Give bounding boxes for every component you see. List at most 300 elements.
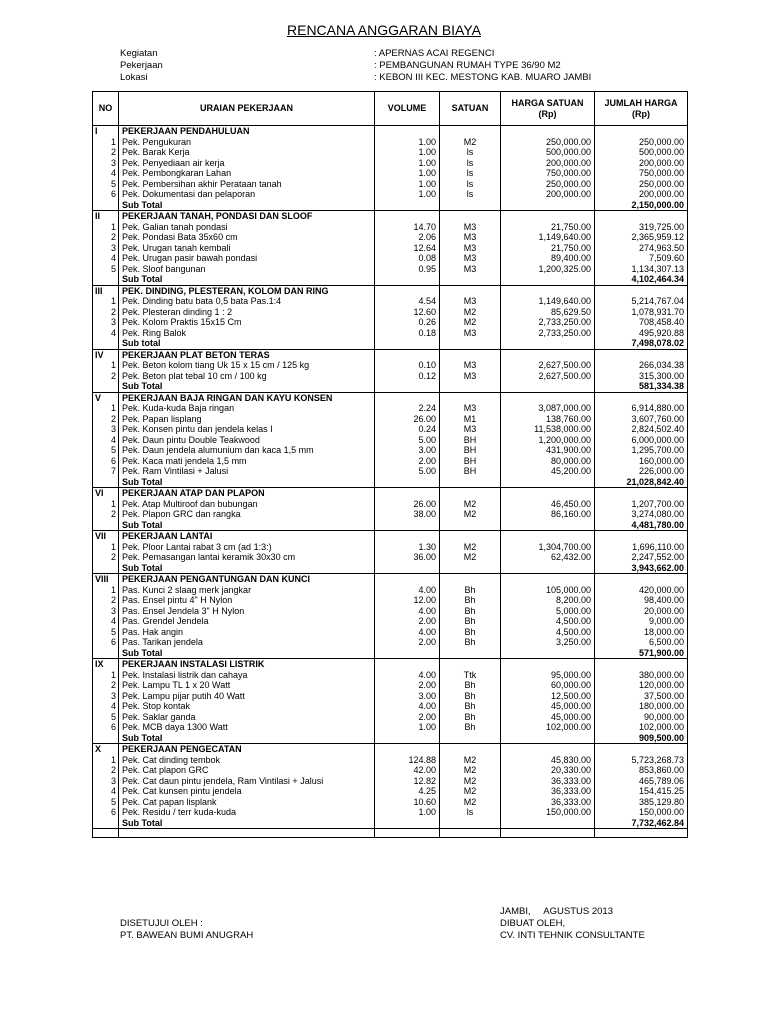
item-description: Pek. Cat papan lisplank xyxy=(119,797,375,808)
section-header-row xyxy=(93,285,688,296)
item-volume: 0.24 xyxy=(375,424,440,435)
item-unit: M2 xyxy=(440,797,501,808)
item-number: 2 xyxy=(93,147,119,158)
item-number: 5 xyxy=(93,264,119,275)
item-number: 7 xyxy=(93,466,119,477)
item-unit-price: 105,000.00 xyxy=(501,585,595,596)
item-description: Pek. Plapon GRC dan rangka xyxy=(119,509,375,520)
table-row xyxy=(93,776,688,787)
table-row xyxy=(93,456,688,467)
subtotal-value: 4,481,780.00 xyxy=(595,520,688,531)
item-number: 6 xyxy=(93,456,119,467)
item-description: Pek. Penyediaan air kerja xyxy=(119,158,375,169)
signature-made-by: DIBUAT OLEH, xyxy=(500,918,566,929)
item-total-price: 250,000.00 xyxy=(595,137,688,148)
empty-cell xyxy=(595,211,688,222)
empty-cell xyxy=(501,574,595,585)
empty-cell xyxy=(501,200,595,211)
subtotal-value: 3,943,662.00 xyxy=(595,563,688,574)
item-unit: BH xyxy=(440,456,501,467)
section-title: PEKERJAAN LANTAI xyxy=(119,531,375,542)
item-unit-price: 2,733,250.00 xyxy=(501,317,595,328)
item-description: Pas. Kunci 2 slaag merk jangkar xyxy=(119,585,375,596)
empty-cell xyxy=(440,477,501,488)
info-value: : PEMBANGUNAN RUMAH TYPE 36/90 M2 xyxy=(374,60,561,71)
section-title: PEKERJAAN PENGANTUNGAN DAN KUNCI xyxy=(119,574,375,585)
empty-cell xyxy=(595,285,688,296)
empty-cell xyxy=(375,563,440,574)
item-number: 5 xyxy=(93,627,119,638)
item-number: 3 xyxy=(93,691,119,702)
info-row-lokasi xyxy=(120,72,591,84)
item-volume: 0.10 xyxy=(375,360,440,371)
item-volume: 2.06 xyxy=(375,232,440,243)
section-title: PEKERJAAN PENDAHULUAN xyxy=(119,126,375,137)
item-description: Pek. Cat plapon GRC xyxy=(119,765,375,776)
item-total-price: 180,000.00 xyxy=(595,701,688,712)
empty-cell xyxy=(501,392,595,403)
item-description: Pek. Kolom Praktis 15x15 Cm xyxy=(119,317,375,328)
item-unit: ls xyxy=(440,158,501,169)
table-row xyxy=(93,222,688,233)
subtotal-label: Sub Total xyxy=(119,381,375,392)
section-number: X xyxy=(93,744,119,755)
item-unit: M3 xyxy=(440,253,501,264)
table-row xyxy=(93,807,688,818)
item-unit-price: 20,330.00 xyxy=(501,765,595,776)
section-number: VII xyxy=(93,531,119,542)
empty-cell xyxy=(440,574,501,585)
table-row xyxy=(93,168,688,179)
empty-cell xyxy=(93,648,119,659)
section-title: PEKERJAAN ATAP DAN PLAPON xyxy=(119,488,375,499)
signature-approved-by: DISETUJUI OLEH : xyxy=(120,918,203,929)
empty-cell xyxy=(93,818,119,829)
table-row xyxy=(93,371,688,382)
subtotal-value: 21,028,842.40 xyxy=(595,477,688,488)
item-unit-price: 250,000.00 xyxy=(501,137,595,148)
item-description: Pek. Barak Kerja xyxy=(119,147,375,158)
subtotal-label: Sub Total xyxy=(119,733,375,744)
item-description: Pas. Hak angin xyxy=(119,627,375,638)
subtotal-row xyxy=(93,733,688,744)
empty-cell xyxy=(375,659,440,670)
subtotal-label: Sub Total xyxy=(119,477,375,488)
empty-cell xyxy=(93,200,119,211)
empty-cell xyxy=(440,211,501,222)
empty-cell xyxy=(375,338,440,349)
empty-cell xyxy=(375,520,440,531)
subtotal-row xyxy=(93,477,688,488)
empty-cell xyxy=(375,285,440,296)
item-description: Pek. Pengukuran xyxy=(119,137,375,148)
item-number: 1 xyxy=(93,542,119,553)
item-unit-price: 200,000.00 xyxy=(501,158,595,169)
item-unit: ls xyxy=(440,168,501,179)
item-unit-price: 21,750.00 xyxy=(501,222,595,233)
signature-company: PT. BAWEAN BUMI ANUGRAH xyxy=(120,930,254,941)
item-number: 2 xyxy=(93,765,119,776)
empty-cell xyxy=(501,744,595,755)
empty-cell xyxy=(375,477,440,488)
item-total-price: 5,723,268.73 xyxy=(595,755,688,766)
empty-cell xyxy=(440,274,501,285)
empty-cell xyxy=(375,126,440,137)
item-total-price: 266,034.38 xyxy=(595,360,688,371)
subtotal-row xyxy=(93,648,688,659)
item-unit: M3 xyxy=(440,296,501,307)
subtotal-row xyxy=(93,563,688,574)
subtotal-value: 571,900.00 xyxy=(595,648,688,659)
table-row xyxy=(93,627,688,638)
item-number: 4 xyxy=(93,253,119,264)
item-description: Pek. Beton kolom tiang Uk 15 x 15 cm / 125 kg xyxy=(119,360,375,371)
item-unit-price: 89,400.00 xyxy=(501,253,595,264)
item-total-price: 2,365,959.12 xyxy=(595,232,688,243)
subtotal-label: Sub Total xyxy=(119,200,375,211)
empty-cell xyxy=(501,285,595,296)
item-total-price: 465,789.06 xyxy=(595,776,688,787)
item-total-price: 2,247,552.00 xyxy=(595,552,688,563)
item-unit-price: 150,000.00 xyxy=(501,807,595,818)
item-total-price: 6,914,880.00 xyxy=(595,403,688,414)
subtotal-row xyxy=(93,338,688,349)
item-unit-price: 8,200.00 xyxy=(501,595,595,606)
item-description: Pek. Atap Multiroof dan bubungan xyxy=(119,499,375,510)
item-unit: M2 xyxy=(440,776,501,787)
item-unit: Bh xyxy=(440,627,501,638)
item-unit: Bh xyxy=(440,722,501,733)
item-number: 4 xyxy=(93,701,119,712)
item-description: Pek. Instalasi listrik dan cahaya xyxy=(119,670,375,681)
empty-cell xyxy=(375,574,440,585)
item-unit-price: 2,733,250.00 xyxy=(501,328,595,339)
item-description: Pek. Konsen pintu dan jendela kelas I xyxy=(119,424,375,435)
item-unit: M3 xyxy=(440,222,501,233)
header-volume: VOLUME xyxy=(375,92,440,126)
empty-cell xyxy=(440,488,501,499)
item-description: Pek. Lampu TL 1 x 20 Watt xyxy=(119,680,375,691)
item-description: Pek. Papan lisplang xyxy=(119,414,375,425)
item-volume: 4.00 xyxy=(375,670,440,681)
empty-cell xyxy=(440,733,501,744)
empty-cell xyxy=(375,211,440,222)
item-total-price: 250,000.00 xyxy=(595,179,688,190)
item-number: 6 xyxy=(93,807,119,818)
table-row xyxy=(93,499,688,510)
empty-cell xyxy=(501,488,595,499)
section-title: PEKERJAAN BAJA RINGAN DAN KAYU KONSEN xyxy=(119,392,375,403)
item-total-price: 98,400.00 xyxy=(595,595,688,606)
item-total-price: 495,920.88 xyxy=(595,328,688,339)
item-volume: 0.26 xyxy=(375,317,440,328)
item-description: Pek. Pembongkaran Lahan xyxy=(119,168,375,179)
table-row xyxy=(93,786,688,797)
item-volume: 26.00 xyxy=(375,499,440,510)
subtotal-value: 581,334.38 xyxy=(595,381,688,392)
item-total-price: 1,696,110.00 xyxy=(595,542,688,553)
empty-cell xyxy=(375,733,440,744)
section-header-row xyxy=(93,531,688,542)
section-title: PEKERJAAN INSTALASI LISTRIK xyxy=(119,659,375,670)
item-unit-price: 1,304,700.00 xyxy=(501,542,595,553)
item-description: Pek. Kuda-kuda Baja ringan xyxy=(119,403,375,414)
section-number: I xyxy=(93,126,119,137)
item-volume: 1.30 xyxy=(375,542,440,553)
empty-cell xyxy=(440,659,501,670)
item-volume: 1.00 xyxy=(375,158,440,169)
item-description: Pas. Ensel Jendela 3" H Nylon xyxy=(119,606,375,617)
item-number: 1 xyxy=(93,137,119,148)
item-description: Pek. Pemasangan lantai keramik 30x30 cm xyxy=(119,552,375,563)
item-unit: Bh xyxy=(440,712,501,723)
item-description: Pek. MCB daya 1300 Watt xyxy=(119,722,375,733)
subtotal-value: 7,498,078.02 xyxy=(595,338,688,349)
item-total-price: 150,000.00 xyxy=(595,807,688,818)
subtotal-label: Sub Total xyxy=(119,818,375,829)
item-unit-price: 3,250.00 xyxy=(501,637,595,648)
item-volume: 12.82 xyxy=(375,776,440,787)
item-total-price: 420,000.00 xyxy=(595,585,688,596)
item-unit: BH xyxy=(440,466,501,477)
item-unit-price: 500,000.00 xyxy=(501,147,595,158)
item-number: 2 xyxy=(93,552,119,563)
subtotal-value: 7,732,462.84 xyxy=(595,818,688,829)
item-unit: M2 xyxy=(440,317,501,328)
item-unit-price: 80,000.00 xyxy=(501,456,595,467)
item-description: Pek. Ring Balok xyxy=(119,328,375,339)
item-number: 4 xyxy=(93,786,119,797)
empty-cell xyxy=(440,520,501,531)
item-number: 3 xyxy=(93,317,119,328)
item-number: 5 xyxy=(93,797,119,808)
item-total-price: 154,415.25 xyxy=(595,786,688,797)
item-number: 3 xyxy=(93,776,119,787)
empty-cell xyxy=(440,563,501,574)
item-number: 1 xyxy=(93,222,119,233)
section-title: PEK. DINDING, PLESTERAN, KOLOM DAN RING xyxy=(119,285,375,296)
item-description: Pek. Stop kontak xyxy=(119,701,375,712)
item-total-price: 380,000.00 xyxy=(595,670,688,681)
info-label: Pekerjaan xyxy=(120,60,163,71)
table-row xyxy=(93,253,688,264)
signature-place-date: JAMBI, AGUSTUS 2013 xyxy=(500,906,613,917)
item-total-price: 200,000.00 xyxy=(595,189,688,200)
item-total-price: 37,500.00 xyxy=(595,691,688,702)
empty-cell xyxy=(501,733,595,744)
section-number: IX xyxy=(93,659,119,670)
item-unit: M2 xyxy=(440,499,501,510)
empty-cell xyxy=(440,818,501,829)
table-row xyxy=(93,680,688,691)
item-volume: 5.00 xyxy=(375,435,440,446)
item-description: Pek. Ram Vintilasi + Jalusi xyxy=(119,466,375,477)
empty-cell xyxy=(375,648,440,659)
item-volume: 10.60 xyxy=(375,797,440,808)
item-volume: 2.00 xyxy=(375,680,440,691)
empty-cell xyxy=(595,659,688,670)
empty-cell xyxy=(595,744,688,755)
table-row xyxy=(93,595,688,606)
item-volume: 3.00 xyxy=(375,445,440,456)
item-unit: M3 xyxy=(440,360,501,371)
item-number: 4 xyxy=(93,328,119,339)
table-row xyxy=(93,797,688,808)
item-total-price: 274,963.50 xyxy=(595,243,688,254)
item-unit-price: 45,200.00 xyxy=(501,466,595,477)
item-volume: 1.00 xyxy=(375,168,440,179)
empty-cell xyxy=(501,648,595,659)
item-description: Pek. Pondasi Bata 35x60 cm xyxy=(119,232,375,243)
item-description: Pas. Ensel pintu 4" H Nylon xyxy=(119,595,375,606)
item-unit-price: 750,000.00 xyxy=(501,168,595,179)
header-uraian: URAIAN PEKERJAAN xyxy=(119,92,375,126)
section-header-row xyxy=(93,126,688,137)
item-unit: M2 xyxy=(440,552,501,563)
item-volume: 26.00 xyxy=(375,414,440,425)
section-number: VIII xyxy=(93,574,119,585)
header-no: NO xyxy=(93,92,119,126)
item-unit-price: 45,000.00 xyxy=(501,712,595,723)
item-unit: M3 xyxy=(440,264,501,275)
info-value: : APERNAS ACAI REGENCI xyxy=(374,48,495,59)
item-description: Pek. Urugan pasir bawah pondasi xyxy=(119,253,375,264)
table-row xyxy=(93,414,688,425)
item-unit: Bh xyxy=(440,616,501,627)
item-total-price: 2,824,502.40 xyxy=(595,424,688,435)
item-unit-price: 102,000.00 xyxy=(501,722,595,733)
empty-cell xyxy=(595,531,688,542)
item-volume: 12.00 xyxy=(375,595,440,606)
item-volume: 38.00 xyxy=(375,509,440,520)
table-row xyxy=(93,264,688,275)
item-volume: 14.70 xyxy=(375,222,440,233)
item-number: 1 xyxy=(93,670,119,681)
item-volume: 0.95 xyxy=(375,264,440,275)
item-unit: Bh xyxy=(440,637,501,648)
empty-cell xyxy=(440,744,501,755)
item-volume: 36.00 xyxy=(375,552,440,563)
section-header-row xyxy=(93,349,688,360)
empty-cell xyxy=(375,274,440,285)
section-header-row xyxy=(93,574,688,585)
item-number: 1 xyxy=(93,360,119,371)
empty-cell xyxy=(501,563,595,574)
item-unit: ls xyxy=(440,179,501,190)
item-description: Pek. Plesteran dinding 1 : 2 xyxy=(119,307,375,318)
item-unit-price: 1,149,640.00 xyxy=(501,296,595,307)
item-total-price: 1,134,307.13 xyxy=(595,264,688,275)
empty-cell xyxy=(93,381,119,392)
item-unit: Bh xyxy=(440,680,501,691)
item-unit: M2 xyxy=(440,509,501,520)
item-volume: 1.00 xyxy=(375,807,440,818)
section-number: II xyxy=(93,211,119,222)
item-unit-price: 86,160.00 xyxy=(501,509,595,520)
empty-cell xyxy=(501,338,595,349)
section-header-row xyxy=(93,744,688,755)
item-number: 5 xyxy=(93,712,119,723)
info-row-kegiatan xyxy=(120,48,591,60)
item-volume: 1.00 xyxy=(375,137,440,148)
item-unit-price: 138,760.00 xyxy=(501,414,595,425)
item-number: 3 xyxy=(93,158,119,169)
empty-cell xyxy=(501,520,595,531)
empty-cell xyxy=(595,392,688,403)
item-unit: M2 xyxy=(440,786,501,797)
item-number: 2 xyxy=(93,680,119,691)
header-harga-satuan: HARGA SATUAN (Rp) xyxy=(501,92,595,126)
item-number: 2 xyxy=(93,509,119,520)
item-volume: 2.00 xyxy=(375,456,440,467)
item-unit: Bh xyxy=(440,701,501,712)
empty-cell xyxy=(440,648,501,659)
empty-cell xyxy=(93,733,119,744)
table-row xyxy=(93,307,688,318)
item-total-price: 1,078,931.70 xyxy=(595,307,688,318)
item-total-price: 200,000.00 xyxy=(595,158,688,169)
item-unit: M3 xyxy=(440,243,501,254)
item-number: 2 xyxy=(93,595,119,606)
item-number: 2 xyxy=(93,371,119,382)
section-title: PEKERJAAN PENGECATAN xyxy=(119,744,375,755)
empty-cell xyxy=(595,829,688,838)
item-unit-price: 431,900.00 xyxy=(501,445,595,456)
table-row xyxy=(93,328,688,339)
item-volume: 5.00 xyxy=(375,466,440,477)
item-volume: 124.88 xyxy=(375,755,440,766)
item-number: 3 xyxy=(93,606,119,617)
item-number: 6 xyxy=(93,189,119,200)
info-row-pekerjaan xyxy=(120,60,591,72)
item-total-price: 7,509.60 xyxy=(595,253,688,264)
item-unit: Bh xyxy=(440,595,501,606)
empty-cell xyxy=(440,392,501,403)
item-total-price: 385,129.80 xyxy=(595,797,688,808)
item-volume: 4.00 xyxy=(375,606,440,617)
table-row xyxy=(93,722,688,733)
empty-cell xyxy=(119,829,375,838)
item-description: Pas. Grendel Jendela xyxy=(119,616,375,627)
item-total-price: 750,000.00 xyxy=(595,168,688,179)
empty-cell xyxy=(501,477,595,488)
item-unit: ls xyxy=(440,807,501,818)
project-info xyxy=(120,48,591,84)
document-title: RENCANA ANGGARAN BIAYA xyxy=(287,22,481,38)
item-total-price: 319,725.00 xyxy=(595,222,688,233)
item-volume: 4.00 xyxy=(375,627,440,638)
item-unit-price: 21,750.00 xyxy=(501,243,595,254)
item-unit: Bh xyxy=(440,585,501,596)
item-description: Pek. Residu / terr kuda-kuda xyxy=(119,807,375,818)
item-total-price: 1,295,700.00 xyxy=(595,445,688,456)
item-unit: M3 xyxy=(440,371,501,382)
empty-cell xyxy=(375,349,440,360)
empty-cell xyxy=(440,200,501,211)
signature-right xyxy=(500,906,645,942)
table-row xyxy=(93,466,688,477)
item-total-price: 5,214,767.04 xyxy=(595,296,688,307)
item-description: Pek. Ploor Lantai rabat 3 cm (ad 1:3:) xyxy=(119,542,375,553)
item-volume: 1.00 xyxy=(375,179,440,190)
item-description: Pek. Dinding batu bata 0,5 bata Pas.1:4 xyxy=(119,296,375,307)
table-row xyxy=(93,243,688,254)
table-row xyxy=(93,296,688,307)
item-unit-price: 2,627,500.00 xyxy=(501,371,595,382)
item-volume: 1.00 xyxy=(375,189,440,200)
item-unit-price: 12,500.00 xyxy=(501,691,595,702)
empty-cell xyxy=(595,488,688,499)
